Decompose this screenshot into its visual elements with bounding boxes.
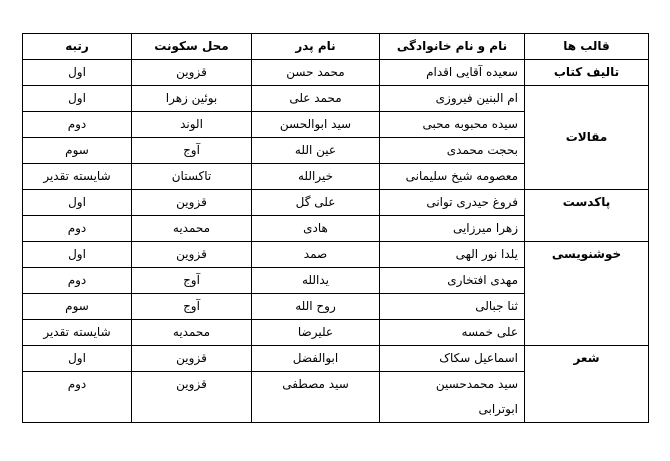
father-name-cell: ابوالفضل xyxy=(252,346,380,372)
table-row xyxy=(23,190,649,216)
full-name-cell: ثنا جبالی xyxy=(380,294,525,320)
residence-cell: تاکستان xyxy=(132,164,252,190)
residence-cell: الوند xyxy=(132,112,252,138)
header-full-name: نام و نام خانوادگی xyxy=(380,34,525,60)
rank-cell: اول xyxy=(23,242,132,268)
father-name-cell: سید مصطفی xyxy=(252,372,380,423)
full-name-cell: اسماعیل سکاک xyxy=(380,346,525,372)
father-name-cell: خیرالله xyxy=(252,164,380,190)
header-rank: رتبه xyxy=(23,34,132,60)
header-residence: محل سکونت xyxy=(132,34,252,60)
category-poetry: شعر xyxy=(525,346,649,423)
residence-cell: آوج xyxy=(132,138,252,164)
full-name-cell: بحجت محمدی xyxy=(380,138,525,164)
full-name-cell: علی خمسه xyxy=(380,320,525,346)
full-name-cell: سعیده آقایی اقدام xyxy=(380,60,525,86)
father-name-cell: روح الله xyxy=(252,294,380,320)
table-row xyxy=(23,346,649,372)
header-row xyxy=(23,34,649,60)
father-name-cell: محمد حسن xyxy=(252,60,380,86)
residence-cell: قزوین xyxy=(132,242,252,268)
full-name-cell: یلدا نور الهی xyxy=(380,242,525,268)
winners-table xyxy=(22,33,649,423)
rank-cell: اول xyxy=(23,346,132,372)
residence-cell: آوج xyxy=(132,268,252,294)
residence-cell: قزوین xyxy=(132,346,252,372)
full-name-cell-line2: ابوترابی xyxy=(380,397,525,423)
residence-cell: آوج xyxy=(132,294,252,320)
header-category: قالب ها xyxy=(525,34,649,60)
full-name-cell: فروغ حیدری توانی xyxy=(380,190,525,216)
father-name-cell: سید ابوالحسن xyxy=(252,112,380,138)
father-name-cell: یدالله xyxy=(252,268,380,294)
father-name-cell: صمد xyxy=(252,242,380,268)
rank-cell: دوم xyxy=(23,112,132,138)
category-calligraphy: خوشنویسی xyxy=(525,242,649,346)
table-row xyxy=(23,242,649,268)
full-name-cell: سید محمدحسین xyxy=(380,372,525,398)
rank-cell: دوم xyxy=(23,216,132,242)
rank-cell: دوم xyxy=(23,268,132,294)
father-name-cell: علی گل xyxy=(252,190,380,216)
residence-cell: محمدیه xyxy=(132,216,252,242)
table-row xyxy=(23,86,649,112)
category-book: تالیف کتاب xyxy=(525,60,649,86)
father-name-cell: عین الله xyxy=(252,138,380,164)
residence-cell: بوئین زهرا xyxy=(132,86,252,112)
father-name-cell: هادی xyxy=(252,216,380,242)
rank-cell: اول xyxy=(23,86,132,112)
category-podcast: پاکدست xyxy=(525,190,649,242)
father-name-cell: محمد علی xyxy=(252,86,380,112)
rank-cell: سوم xyxy=(23,138,132,164)
full-name-cell: معصومه شیخ سلیمانی xyxy=(380,164,525,190)
header-father-name: نام پدر xyxy=(252,34,380,60)
table-row xyxy=(23,60,649,86)
father-name-cell: علیرضا xyxy=(252,320,380,346)
rank-cell: شایسته تقدیر xyxy=(23,164,132,190)
rank-cell: شایسته تقدیر xyxy=(23,320,132,346)
rank-cell: دوم xyxy=(23,372,132,423)
rank-cell: اول xyxy=(23,60,132,86)
category-articles: مقالات xyxy=(525,86,649,190)
residence-cell: قزوین xyxy=(132,60,252,86)
full-name-cell: سیده محبوبه محبی xyxy=(380,112,525,138)
residence-cell: قزوین xyxy=(132,372,252,423)
full-name-cell: ام البنین فیروزی xyxy=(380,86,525,112)
residence-cell: محمدیه xyxy=(132,320,252,346)
residence-cell: قزوین xyxy=(132,190,252,216)
full-name-cell: زهرا میرزایی xyxy=(380,216,525,242)
full-name-cell: مهدی افتخاری xyxy=(380,268,525,294)
rank-cell: سوم xyxy=(23,294,132,320)
rank-cell: اول xyxy=(23,190,132,216)
